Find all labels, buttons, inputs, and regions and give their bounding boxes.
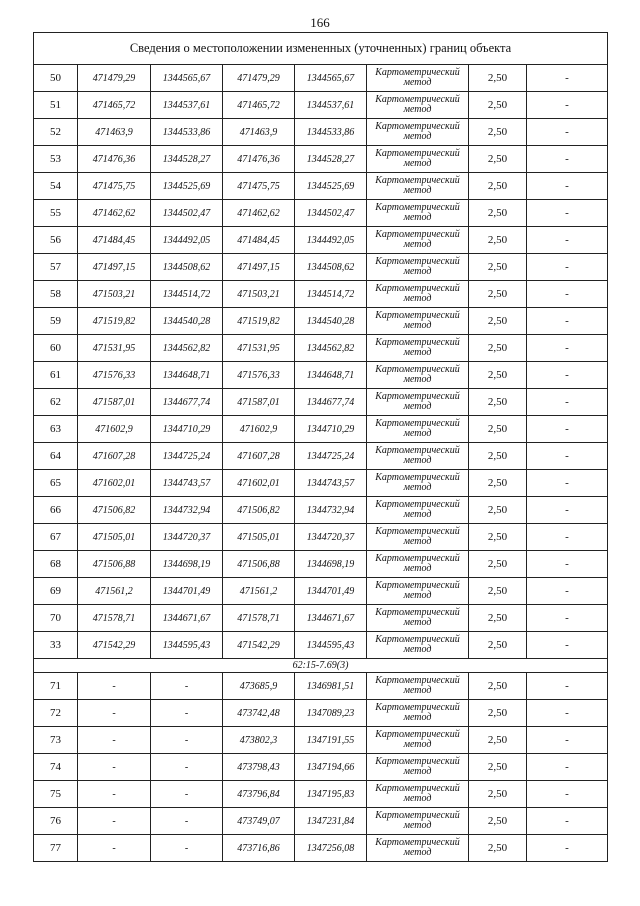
existing-y-cell: - — [151, 754, 223, 781]
updated-x-cell: 471479,29 — [223, 65, 295, 92]
accuracy-cell: 2,50 — [469, 335, 527, 362]
existing-x-cell: 471497,15 — [78, 254, 151, 281]
updated-y-cell: 1344540,28 — [295, 308, 367, 335]
accuracy-cell: 2,50 — [469, 673, 527, 700]
method-cell: Картометрический метод — [367, 443, 469, 470]
updated-y-cell: 1347089,23 — [295, 700, 367, 727]
table-row — [34, 632, 608, 659]
point-number-cell: 50 — [34, 65, 78, 92]
table-row — [34, 281, 608, 308]
updated-x-cell: 473798,43 — [223, 754, 295, 781]
table-row — [34, 673, 608, 700]
point-number-cell: 55 — [34, 200, 78, 227]
table-row — [34, 173, 608, 200]
updated-x-cell: 471506,82 — [223, 497, 295, 524]
existing-y-cell: 1344565,67 — [151, 65, 223, 92]
table-row — [34, 254, 608, 281]
point-number-cell: 53 — [34, 146, 78, 173]
point-number-cell: 62 — [34, 389, 78, 416]
point-number-cell: 75 — [34, 781, 78, 808]
existing-x-cell: 471578,71 — [78, 605, 151, 632]
method-cell: Картометрический метод — [367, 578, 469, 605]
updated-y-cell: 1344525,69 — [295, 173, 367, 200]
note-cell: - — [527, 632, 608, 659]
existing-x-cell: 471561,2 — [78, 578, 151, 605]
existing-x-cell: 471463,9 — [78, 119, 151, 146]
table-row — [34, 200, 608, 227]
note-cell: - — [527, 497, 608, 524]
updated-x-cell: 471476,36 — [223, 146, 295, 173]
updated-y-cell: 1344565,67 — [295, 65, 367, 92]
table-row — [34, 524, 608, 551]
method-cell: Картометрический метод — [367, 754, 469, 781]
updated-y-cell: 1346981,51 — [295, 673, 367, 700]
updated-y-cell: 1344725,24 — [295, 443, 367, 470]
existing-x-cell: - — [78, 835, 151, 862]
accuracy-cell: 2,50 — [469, 524, 527, 551]
updated-y-cell: 1344508,62 — [295, 254, 367, 281]
table-row — [34, 754, 608, 781]
existing-y-cell: 1344525,69 — [151, 173, 223, 200]
existing-x-cell: 471505,01 — [78, 524, 151, 551]
existing-x-cell: 471587,01 — [78, 389, 151, 416]
updated-x-cell: 471462,62 — [223, 200, 295, 227]
accuracy-cell: 2,50 — [469, 605, 527, 632]
existing-y-cell: 1344648,71 — [151, 362, 223, 389]
table-row — [34, 416, 608, 443]
updated-y-cell: 1344528,27 — [295, 146, 367, 173]
method-cell: Картометрический метод — [367, 173, 469, 200]
note-cell: - — [527, 119, 608, 146]
existing-x-cell: 471519,82 — [78, 308, 151, 335]
existing-x-cell: - — [78, 754, 151, 781]
method-cell: Картометрический метод — [367, 146, 469, 173]
updated-x-cell: 473716,86 — [223, 835, 295, 862]
accuracy-cell: 2,50 — [469, 308, 527, 335]
updated-y-cell: 1344732,94 — [295, 497, 367, 524]
accuracy-cell: 2,50 — [469, 416, 527, 443]
updated-x-cell: 471607,28 — [223, 443, 295, 470]
accuracy-cell: 2,50 — [469, 808, 527, 835]
existing-x-cell: - — [78, 808, 151, 835]
accuracy-cell: 2,50 — [469, 92, 527, 119]
updated-x-cell: 473749,07 — [223, 808, 295, 835]
updated-x-cell: 471463,9 — [223, 119, 295, 146]
existing-y-cell: 1344508,62 — [151, 254, 223, 281]
table-row — [34, 146, 608, 173]
updated-y-cell: 1344514,72 — [295, 281, 367, 308]
updated-y-cell: 1344710,29 — [295, 416, 367, 443]
boundary-coordinates-table — [33, 32, 608, 862]
existing-y-cell: 1344671,67 — [151, 605, 223, 632]
method-cell: Картометрический метод — [367, 65, 469, 92]
note-cell: - — [527, 173, 608, 200]
table-row — [34, 227, 608, 254]
existing-x-cell: 471506,88 — [78, 551, 151, 578]
method-cell: Картометрический метод — [367, 727, 469, 754]
method-cell: Картометрический метод — [367, 808, 469, 835]
method-cell: Картометрический метод — [367, 227, 469, 254]
method-cell: Картометрический метод — [367, 700, 469, 727]
existing-x-cell: 471542,29 — [78, 632, 151, 659]
note-cell: - — [527, 200, 608, 227]
updated-y-cell: 1344698,19 — [295, 551, 367, 578]
updated-y-cell: 1347195,83 — [295, 781, 367, 808]
existing-y-cell: 1344502,47 — [151, 200, 223, 227]
table-row — [34, 700, 608, 727]
note-cell: - — [527, 605, 608, 632]
updated-y-cell: 1344533,86 — [295, 119, 367, 146]
method-cell: Картометрический метод — [367, 254, 469, 281]
table-row — [34, 470, 608, 497]
existing-x-cell: - — [78, 700, 151, 727]
section-header-row — [34, 659, 608, 673]
point-number-cell: 74 — [34, 754, 78, 781]
existing-y-cell: - — [151, 700, 223, 727]
updated-y-cell: 1344492,05 — [295, 227, 367, 254]
note-cell: - — [527, 551, 608, 578]
updated-x-cell: 471497,15 — [223, 254, 295, 281]
existing-y-cell: 1344732,94 — [151, 497, 223, 524]
existing-y-cell: 1344537,61 — [151, 92, 223, 119]
existing-y-cell: 1344701,49 — [151, 578, 223, 605]
updated-x-cell: 471506,88 — [223, 551, 295, 578]
existing-y-cell: - — [151, 781, 223, 808]
point-number-cell: 76 — [34, 808, 78, 835]
existing-x-cell: 471475,75 — [78, 173, 151, 200]
note-cell: - — [527, 470, 608, 497]
table-row — [34, 65, 608, 92]
updated-x-cell: 471561,2 — [223, 578, 295, 605]
existing-x-cell: 471479,29 — [78, 65, 151, 92]
accuracy-cell: 2,50 — [469, 389, 527, 416]
existing-y-cell: 1344677,74 — [151, 389, 223, 416]
existing-x-cell: - — [78, 727, 151, 754]
existing-x-cell: 471576,33 — [78, 362, 151, 389]
note-cell: - — [527, 92, 608, 119]
existing-y-cell: - — [151, 727, 223, 754]
updated-x-cell: 473742,48 — [223, 700, 295, 727]
point-number-cell: 67 — [34, 524, 78, 551]
note-cell: - — [527, 308, 608, 335]
table-title: Сведения о местоположении измененных (уточненных) границ объекта — [34, 33, 608, 65]
point-number-cell: 59 — [34, 308, 78, 335]
updated-y-cell: 1344743,57 — [295, 470, 367, 497]
table-row — [34, 443, 608, 470]
point-number-cell: 65 — [34, 470, 78, 497]
updated-x-cell: 471578,71 — [223, 605, 295, 632]
note-cell: - — [527, 781, 608, 808]
accuracy-cell: 2,50 — [469, 781, 527, 808]
table-row — [34, 578, 608, 605]
note-cell: - — [527, 835, 608, 862]
existing-y-cell: - — [151, 835, 223, 862]
method-cell: Картометрический метод — [367, 551, 469, 578]
note-cell: - — [527, 65, 608, 92]
existing-x-cell: 471506,82 — [78, 497, 151, 524]
table-row — [34, 808, 608, 835]
point-number-cell: 57 — [34, 254, 78, 281]
updated-x-cell: 473802,3 — [223, 727, 295, 754]
updated-x-cell: 471587,01 — [223, 389, 295, 416]
method-cell: Картометрический метод — [367, 362, 469, 389]
updated-y-cell: 1344562,82 — [295, 335, 367, 362]
method-cell: Картометрический метод — [367, 524, 469, 551]
table-row — [34, 362, 608, 389]
updated-y-cell: 1344677,74 — [295, 389, 367, 416]
existing-x-cell: 471531,95 — [78, 335, 151, 362]
note-cell: - — [527, 416, 608, 443]
updated-x-cell: 471484,45 — [223, 227, 295, 254]
existing-x-cell: 471484,45 — [78, 227, 151, 254]
point-number-cell: 51 — [34, 92, 78, 119]
existing-x-cell: 471602,9 — [78, 416, 151, 443]
existing-y-cell: - — [151, 808, 223, 835]
table-row — [34, 335, 608, 362]
updated-y-cell: 1344720,37 — [295, 524, 367, 551]
updated-x-cell: 473685,9 — [223, 673, 295, 700]
method-cell: Картометрический метод — [367, 119, 469, 146]
existing-x-cell: - — [78, 781, 151, 808]
table-row — [34, 119, 608, 146]
existing-y-cell: - — [151, 673, 223, 700]
note-cell: - — [527, 727, 608, 754]
point-number-cell: 63 — [34, 416, 78, 443]
note-cell: - — [527, 362, 608, 389]
updated-x-cell: 473796,84 — [223, 781, 295, 808]
point-number-cell: 70 — [34, 605, 78, 632]
method-cell: Картометрический метод — [367, 416, 469, 443]
table-row — [34, 605, 608, 632]
accuracy-cell: 2,50 — [469, 700, 527, 727]
updated-x-cell: 471475,75 — [223, 173, 295, 200]
note-cell: - — [527, 673, 608, 700]
updated-x-cell: 471602,01 — [223, 470, 295, 497]
table-row — [34, 92, 608, 119]
method-cell: Картометрический метод — [367, 335, 469, 362]
point-number-cell: 54 — [34, 173, 78, 200]
method-cell: Картометрический метод — [367, 673, 469, 700]
existing-y-cell: 1344720,37 — [151, 524, 223, 551]
note-cell: - — [527, 578, 608, 605]
updated-x-cell: 471576,33 — [223, 362, 295, 389]
accuracy-cell: 2,50 — [469, 254, 527, 281]
existing-y-cell: 1344492,05 — [151, 227, 223, 254]
updated-x-cell: 471505,01 — [223, 524, 295, 551]
method-cell: Картометрический метод — [367, 497, 469, 524]
method-cell: Картометрический метод — [367, 200, 469, 227]
updated-y-cell: 1344648,71 — [295, 362, 367, 389]
point-number-cell: 58 — [34, 281, 78, 308]
updated-y-cell: 1347231,84 — [295, 808, 367, 835]
updated-y-cell: 1347256,08 — [295, 835, 367, 862]
method-cell: Картометрический метод — [367, 389, 469, 416]
method-cell: Картометрический метод — [367, 605, 469, 632]
note-cell: - — [527, 524, 608, 551]
note-cell: - — [527, 227, 608, 254]
point-number-cell: 72 — [34, 700, 78, 727]
point-number-cell: 69 — [34, 578, 78, 605]
section-label: 62:15-7.69(3) — [34, 659, 608, 673]
accuracy-cell: 2,50 — [469, 281, 527, 308]
method-cell: Картометрический метод — [367, 632, 469, 659]
existing-x-cell: - — [78, 673, 151, 700]
existing-y-cell: 1344514,72 — [151, 281, 223, 308]
updated-x-cell: 471602,9 — [223, 416, 295, 443]
accuracy-cell: 2,50 — [469, 173, 527, 200]
note-cell: - — [527, 281, 608, 308]
existing-x-cell: 471602,01 — [78, 470, 151, 497]
note-cell: - — [527, 754, 608, 781]
updated-x-cell: 471519,82 — [223, 308, 295, 335]
updated-y-cell: 1347191,55 — [295, 727, 367, 754]
table-title-row — [34, 33, 608, 65]
page-number: 166 — [310, 15, 330, 30]
point-number-cell: 64 — [34, 443, 78, 470]
updated-x-cell: 471531,95 — [223, 335, 295, 362]
note-cell: - — [527, 146, 608, 173]
method-cell: Картометрический метод — [367, 92, 469, 119]
existing-y-cell: 1344710,29 — [151, 416, 223, 443]
existing-x-cell: 471503,21 — [78, 281, 151, 308]
point-number-cell: 66 — [34, 497, 78, 524]
note-cell: - — [527, 700, 608, 727]
updated-y-cell: 1347194,66 — [295, 754, 367, 781]
method-cell: Картометрический метод — [367, 470, 469, 497]
existing-y-cell: 1344698,19 — [151, 551, 223, 578]
existing-y-cell: 1344533,86 — [151, 119, 223, 146]
accuracy-cell: 2,50 — [469, 727, 527, 754]
note-cell: - — [527, 389, 608, 416]
point-number-cell: 60 — [34, 335, 78, 362]
accuracy-cell: 2,50 — [469, 362, 527, 389]
accuracy-cell: 2,50 — [469, 551, 527, 578]
existing-y-cell: 1344528,27 — [151, 146, 223, 173]
updated-x-cell: 471465,72 — [223, 92, 295, 119]
table-row — [34, 727, 608, 754]
table-row — [34, 835, 608, 862]
note-cell: - — [527, 443, 608, 470]
point-number-cell: 77 — [34, 835, 78, 862]
point-number-cell: 52 — [34, 119, 78, 146]
point-number-cell: 71 — [34, 673, 78, 700]
updated-y-cell: 1344537,61 — [295, 92, 367, 119]
accuracy-cell: 2,50 — [469, 65, 527, 92]
point-number-cell: 68 — [34, 551, 78, 578]
note-cell: - — [527, 335, 608, 362]
existing-x-cell: 471462,62 — [78, 200, 151, 227]
table-row — [34, 389, 608, 416]
updated-y-cell: 1344595,43 — [295, 632, 367, 659]
table-row — [34, 497, 608, 524]
method-cell: Картометрический метод — [367, 781, 469, 808]
existing-x-cell: 471607,28 — [78, 443, 151, 470]
accuracy-cell: 2,50 — [469, 227, 527, 254]
accuracy-cell: 2,50 — [469, 835, 527, 862]
note-cell: - — [527, 808, 608, 835]
existing-y-cell: 1344562,82 — [151, 335, 223, 362]
accuracy-cell: 2,50 — [469, 754, 527, 781]
updated-y-cell: 1344701,49 — [295, 578, 367, 605]
method-cell: Картометрический метод — [367, 308, 469, 335]
point-number-cell: 73 — [34, 727, 78, 754]
accuracy-cell: 2,50 — [469, 200, 527, 227]
accuracy-cell: 2,50 — [469, 119, 527, 146]
note-cell: - — [527, 254, 608, 281]
updated-x-cell: 471503,21 — [223, 281, 295, 308]
point-number-cell: 33 — [34, 632, 78, 659]
accuracy-cell: 2,50 — [469, 443, 527, 470]
method-cell: Картометрический метод — [367, 835, 469, 862]
accuracy-cell: 2,50 — [469, 470, 527, 497]
point-number-cell: 56 — [34, 227, 78, 254]
accuracy-cell: 2,50 — [469, 578, 527, 605]
updated-y-cell: 1344671,67 — [295, 605, 367, 632]
existing-y-cell: 1344725,24 — [151, 443, 223, 470]
existing-y-cell: 1344743,57 — [151, 470, 223, 497]
accuracy-cell: 2,50 — [469, 497, 527, 524]
method-cell: Картометрический метод — [367, 281, 469, 308]
accuracy-cell: 2,50 — [469, 146, 527, 173]
existing-y-cell: 1344595,43 — [151, 632, 223, 659]
updated-x-cell: 471542,29 — [223, 632, 295, 659]
existing-x-cell: 471476,36 — [78, 146, 151, 173]
table-row — [34, 781, 608, 808]
existing-y-cell: 1344540,28 — [151, 308, 223, 335]
point-number-cell: 61 — [34, 362, 78, 389]
accuracy-cell: 2,50 — [469, 632, 527, 659]
existing-x-cell: 471465,72 — [78, 92, 151, 119]
table-row — [34, 308, 608, 335]
updated-y-cell: 1344502,47 — [295, 200, 367, 227]
table-row — [34, 551, 608, 578]
